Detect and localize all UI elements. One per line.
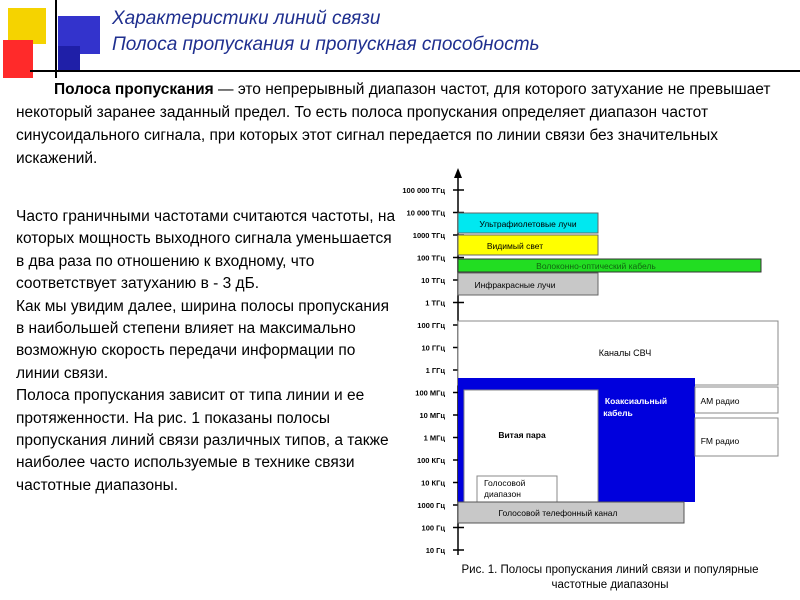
intro-term: Полоса пропускания xyxy=(54,81,214,98)
band-microwave-label: Каналы СВЧ xyxy=(598,348,652,358)
axis-tick-label: 100 МГц xyxy=(415,388,445,398)
figure-caption xyxy=(420,563,800,593)
band-visible-label: Видимый свет xyxy=(486,241,544,251)
band-ir-label: Инфракрасные лучи xyxy=(474,280,556,290)
axis-tick-label: 100 000 ТГц xyxy=(402,186,445,195)
axis-tick-label: 10 ГГц xyxy=(421,343,445,353)
paragraph-2: Как мы увидим далее, ширина полосы пропускания в наибольшей степени влияет на максимально возможную скорость передачи информации по линии связи. xyxy=(16,297,389,382)
title-line-1: Характеристики линий связи xyxy=(112,8,381,29)
axis-tick-label: 10 000 ТГц xyxy=(406,208,445,218)
axis-tick-label: 10 Гц xyxy=(425,546,445,555)
axis-tick-label: 10 МГц xyxy=(419,411,445,420)
caption-line-1: Рис. 1. Полосы пропускания линий связи и популярные xyxy=(461,564,759,576)
axis-tick-label: 100 ГГц xyxy=(417,321,445,330)
axis-tick-label: 1000 ТГц xyxy=(412,231,445,240)
paragraph-3: Полоса пропускания зависит от типа линии и ее протяженности. На рис. 1 показаны полосы пропускания линий связи различных типов, а также наиболее часто используемые в технике связи частотные диапазоны. xyxy=(16,387,389,494)
axis-tick-label: 10 КГц xyxy=(421,478,445,488)
axis-tick-label: 1000 Гц xyxy=(417,501,445,510)
band-am-label: АМ радио xyxy=(700,396,740,406)
axis-tick-label: 100 Гц xyxy=(421,523,445,533)
band-voice-label-2: диапазон xyxy=(484,489,521,499)
band-phone-label: Голосовой телефонный канал xyxy=(498,508,618,518)
axis-tick-label: 10 ТГц xyxy=(421,276,445,285)
intro-text: — это непрерывный диапазон частот, для которого затухание не превышает некоторый заранее заданный предел. То есть полоса пропускания определяет диапазон частот синусоидального сигнала, при которых этот сигнал передается по линии связи без значительных искажений. xyxy=(16,81,771,167)
band-fm-label: FM радио xyxy=(700,436,740,446)
axis-tick-label: 1 ГГц xyxy=(425,366,445,375)
band-twisted-pair-label: Витая пара xyxy=(498,430,546,440)
axis-tick-labels xyxy=(402,186,445,555)
band-uv-label: Ультрафиолетовые лучи xyxy=(479,219,577,229)
axis-tick-label: 1 ТГц xyxy=(425,298,445,308)
axis-tick-label: 1 МГц xyxy=(423,433,445,443)
band-voice-label-1: Голосовой xyxy=(484,478,526,488)
caption-line-2: частотные диапазоны xyxy=(551,579,669,591)
axis-tick-label: 100 КГц xyxy=(416,456,445,465)
paragraph-1: Часто граничными частотами считаются частоты, на которых мощность выходного сигнала уменьшается в два раза по отношению к входному, что соответствует затуханию в - 3 дБ. xyxy=(16,208,396,293)
title-line-2: Полоса пропускания и пропускная способность xyxy=(112,34,540,55)
band-coax-label-1: Коаксиальный xyxy=(604,396,668,406)
axis-tick-label: 100 ТГц xyxy=(416,253,445,263)
band-fiber-label: Волоконно-оптический кабель xyxy=(536,261,656,271)
band-coax-label-2: кабель xyxy=(603,408,633,418)
axis-arrow xyxy=(454,168,462,178)
